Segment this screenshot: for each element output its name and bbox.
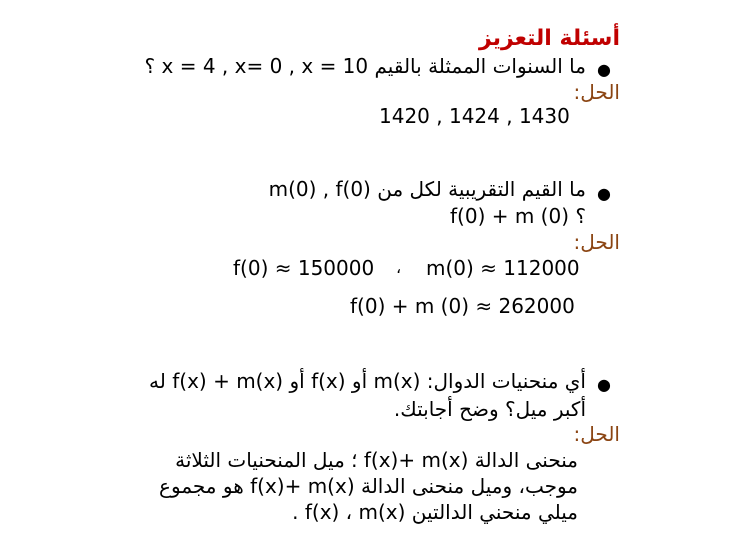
answer-3-line-2: موجب، وميل منحنى الدالة f(x)+ m(x) هو مجموع [159, 474, 578, 498]
page-title: أسئلة التعزيز [479, 26, 620, 51]
bullet-icon: ● [597, 60, 611, 79]
answer-2-separator: ، [396, 258, 402, 277]
answer-3-line-3: ميلي منحني الدالتين f(x) ، m(x) . [292, 500, 578, 524]
question-1: ما السنوات الممثلة بالقيم x = 4 , x= 0 , x = 10 ؟ [144, 54, 586, 78]
question-2-line-2: f(0) + m (0) ؟ [450, 204, 586, 228]
solution-label-1: الحل: [573, 80, 620, 104]
question-3-line-1: أي منحنيات الدوال: m(x) أو f(x) أو f(x) + m(x) له [149, 369, 586, 393]
bullet-icon: ● [597, 375, 611, 394]
answer-1: 1420 , 1424 , 1430 [379, 104, 570, 128]
question-2-line-1: ما القيم التقريبية لكل من m(0) , f(0) [268, 177, 586, 201]
answer-2-sum: f(0) + m (0) ≈ 262000 [350, 294, 575, 318]
answer-2-f0: f(0) ≈ 150000 [233, 256, 375, 280]
question-3-line-2: أكبر ميل؟ وضح أجابتك. [393, 397, 586, 421]
answer-3-line-1: منحنى الدالة f(x)+ m(x) ؛ ميل المنحنيات الثلاثة [175, 448, 578, 472]
solution-label-3: الحل: [573, 422, 620, 446]
solution-label-2: الحل: [573, 230, 620, 254]
answer-2-m0: m(0) ≈ 112000 [426, 256, 580, 280]
bullet-icon: ● [597, 184, 611, 203]
